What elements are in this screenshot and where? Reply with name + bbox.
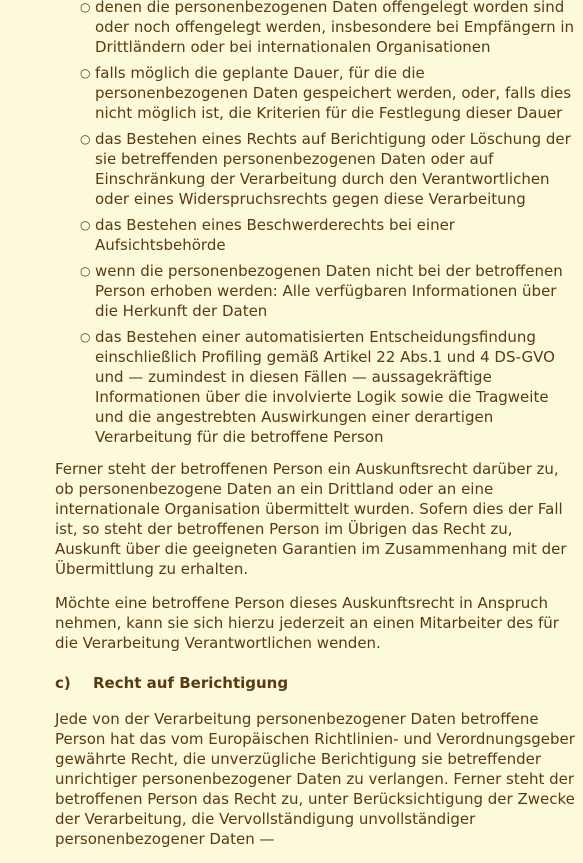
- circle-bullet-icon: ○: [80, 66, 91, 80]
- list-item-text: denen die personenbezogenen Daten offengelegt worden sind oder noch offengelegt werden, insbesondere bei Empfängern in Drittländern oder bei internationalen Organisationen: [95, 0, 575, 56]
- circle-bullet-icon: ○: [80, 0, 91, 14]
- section-title: Recht auf Berichtigung: [93, 674, 289, 692]
- circle-bullet-icon: ○: [80, 264, 91, 278]
- bullet-list: [55, 0, 577, 447]
- paragraph-contact: Möchte eine betroffene Person dieses Auskunftsrecht in Anspruch nehmen, kann sie sich hierzu jederzeit an einen Mitarbeiter des für die Verarbeitung Verantwortlichen wenden.: [55, 594, 559, 652]
- list-item: [80, 0, 577, 57]
- section-number: c): [55, 674, 71, 692]
- section-heading: [55, 673, 577, 693]
- circle-bullet-icon: ○: [80, 218, 91, 232]
- list-item-text: das Bestehen eines Rechts auf Berichtigung oder Löschung der sie betreffenden personenbezogenen Daten oder auf Einschränkung der Verarbeitung durch den Verantwortlichen oder eines Widerspruchsrechts gegen diese Verarbeitung: [95, 130, 571, 208]
- document-body: [55, 0, 577, 863]
- list-item: [80, 63, 577, 123]
- list-item: [80, 261, 577, 321]
- paragraph-transfer-info: Ferner steht der betroffenen Person ein Auskunftsrecht darüber zu, ob personenbezogene Daten an ein Drittland oder an eine internationale Organisation übermittelt wurden. Sofern dies der Fall ist, so steht der betroffenen Person im Übrigen das Recht zu, Auskunft über die geeigneten Garantien im Zusammenhang mit der Übermittlung zu erhalten.: [55, 460, 567, 578]
- list-item: [80, 327, 577, 447]
- paragraph-rectification: Jede von der Verarbeitung personenbezogener Daten betroffene Person hat das vom Europäischen Richtlinien- und Verordnungsgeber gewährte Recht, die unverzügliche Berichtigung sie betreffender unrichtiger personenbezogener Daten zu verlangen. Ferner steht der betroffenen Person das Recht zu, unter Berücksichtigung der Zwecke der Verarbeitung, die Vervollständigung unvollständiger personenbezogener Daten —: [55, 710, 575, 848]
- list-item: [80, 129, 577, 209]
- list-item-text: das Bestehen einer automatisierten Entscheidungsfindung einschließlich Profiling gemäß Artikel 22 Abs.1 und 4 DS-GVO und — zumindest in diesen Fällen — aussagekräftige Informationen über die involvierte Logik sowie die Tragweite und die angestrebten Auswirkungen einer derartigen Verarbeitung für die betroffene Person: [95, 328, 555, 446]
- list-item-text: falls möglich die geplante Dauer, für die die personenbezogenen Daten gespeichert werden, oder, falls dies nicht möglich ist, die Kriterien für die Festlegung dieser Dauer: [95, 64, 572, 122]
- circle-bullet-icon: ○: [80, 330, 91, 344]
- list-item-text: wenn die personenbezogenen Daten nicht bei der betroffenen Person erhoben werden: Alle verfügbaren Informationen über die Herkunft der Daten: [95, 262, 563, 320]
- circle-bullet-icon: ○: [80, 132, 91, 146]
- list-item: [80, 215, 577, 255]
- list-item-text: das Bestehen eines Beschwerderechts bei einer Aufsichtsbehörde: [95, 216, 455, 254]
